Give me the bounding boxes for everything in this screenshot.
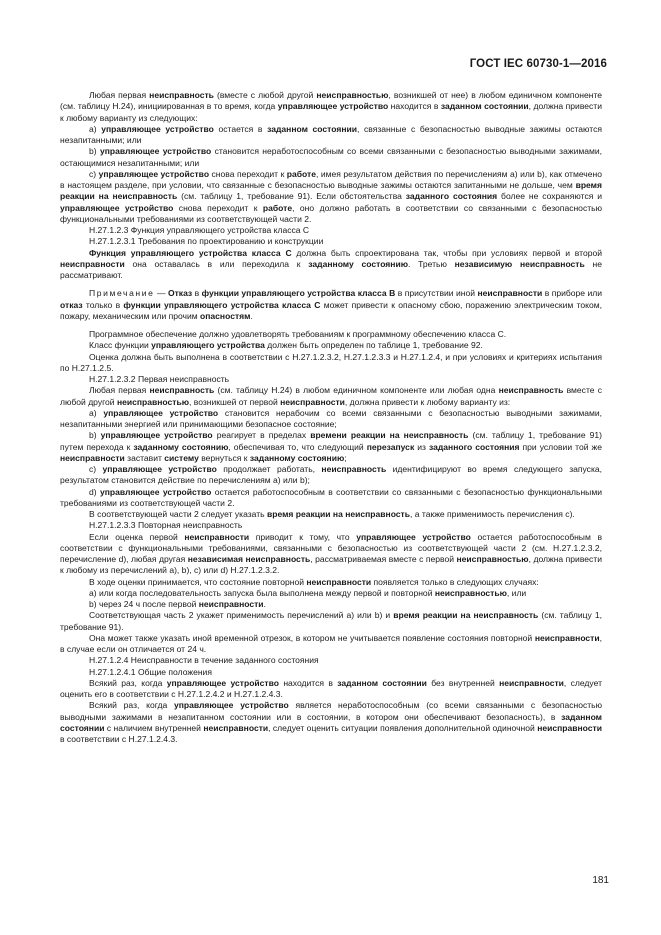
bold-term: отказ <box>60 299 83 310</box>
bold-term: времени реакции на неисправность <box>310 430 469 441</box>
bold-term: неисправность <box>498 385 564 396</box>
text-run: является неработоспособным (со всеми связанными с безопасностью выводными зажимами в незапитанном состоянии или в состоянии, в котором они обеспечивают безопасность), в <box>60 700 603 722</box>
paragraph-p28 <box>60 678 602 701</box>
text-run: в <box>192 288 202 299</box>
text-run: вместе с любой другой <box>60 385 603 407</box>
text-run: при условии той же <box>519 441 602 452</box>
bold-term: систему <box>164 452 199 463</box>
bold-term: заданному состоянию <box>133 441 229 452</box>
text-run: , возникшей от первой <box>189 396 281 407</box>
text-run: снова переходит к <box>209 168 287 179</box>
bold-term: работе <box>286 168 316 179</box>
text-run: b) <box>89 146 100 157</box>
bold-term: управляющего устройства <box>151 340 265 351</box>
bold-term: управляющее устройство <box>100 486 212 497</box>
text-run: в присутствии иной <box>395 288 478 299</box>
paragraph-p13 <box>60 385 602 408</box>
text-run: снова переходит к <box>173 202 263 213</box>
bold-term: функции управляющего устройства класса С <box>123 299 321 310</box>
text-run: Она может также указать иной временной отрезок, в котором не учитывается появление состояния повторной <box>89 632 535 643</box>
paragraph-p29 <box>60 700 602 745</box>
text-run: Примечание <box>89 288 155 299</box>
text-run: В соответствующей части 2 следует указать <box>89 509 267 519</box>
bold-term: Отказ <box>167 288 193 299</box>
text-run: Н.27.1.2.4.1 Общие положения <box>89 666 212 677</box>
text-run: она оставалась в или переходила к <box>124 258 309 269</box>
text-run: , рассматриваемая вместе с первой <box>310 554 457 564</box>
text-run: появляется только в следующих случаях: <box>371 576 539 587</box>
paragraph-p14 <box>60 408 602 431</box>
text-run: Всякий раз, когда <box>89 700 174 711</box>
text-run: Любая первая <box>89 385 150 396</box>
text-run: с наличием внутренней <box>104 722 204 733</box>
bold-term: управляющее устройство <box>103 407 219 418</box>
bold-term: заданного состояния <box>405 191 498 202</box>
text-run: становится неработоспособным со всеми связанными с безопасностью выводными зажимами, остающимися незапитанными; или <box>60 146 602 168</box>
bold-term: заданного состояния <box>428 441 520 452</box>
bold-term: управляющее устройство <box>166 677 279 688</box>
bold-term: неисправностью <box>456 554 529 564</box>
text-run: Соответствующая часть 2 укажет применимость перечислений a) или b) и <box>89 610 394 621</box>
paragraph-p16 <box>60 464 602 487</box>
paragraph-p15 <box>60 430 602 464</box>
paragraph-p19 <box>60 520 602 531</box>
text-run: Программное обеспечение должно удовлетворять требованиям к программному обеспечению класса С. <box>89 329 507 339</box>
text-run: заставит <box>124 452 165 463</box>
paragraph-p5 <box>60 225 602 236</box>
text-run: Н.27.1.2.3.3 Повторная неисправность <box>89 520 243 531</box>
bold-term: неисправность <box>321 464 387 474</box>
text-run: , оно должно работать в соответствии со связанными с безопасностью функциональными требованиями из соответствующей части 2. <box>60 202 602 224</box>
paragraph-p27 <box>60 667 602 678</box>
text-run: находится в <box>388 101 441 112</box>
bold-term: заданном состоянии <box>440 101 529 112</box>
text-run: Н.27.1.2.4 Неисправности в течение заданного состояния <box>89 655 319 666</box>
bold-term: неисправности <box>499 677 564 688</box>
text-run: продолжает работать, <box>216 464 322 474</box>
text-run: . <box>263 599 266 609</box>
text-run: , или <box>506 587 527 598</box>
text-run: Любая первая <box>89 90 150 100</box>
bold-term: управляющее устройство <box>356 531 471 542</box>
document-body <box>60 90 602 745</box>
bold-term: время реакции на неисправность <box>60 180 602 202</box>
text-run: a) <box>89 407 104 418</box>
paragraph-p7 <box>60 248 602 282</box>
bold-term: заданном состоянии <box>60 711 602 733</box>
bold-term: неисправности <box>537 722 602 733</box>
text-run: из <box>414 441 429 452</box>
text-run: идентифицируют во время следующего запуска, результатом становится действие по перечислениям a) или b); <box>60 464 602 486</box>
text-run: (вместе с любой другой <box>213 90 317 100</box>
bold-term: неисправность <box>149 90 214 100</box>
bold-term: неисправности <box>534 632 600 643</box>
paragraph-p25 <box>60 633 602 656</box>
text-run: , должна привести к любому из перечислений a), b), c) или d) Н.27.1.2.3.2. <box>60 554 602 576</box>
text-run: Оценка должна быть выполнена в соответствии с Н.27.1.2.3.2, Н.27.1.2.3.3 и Н.27.1.2.4, и при условиях и критериях испытания по Н.27.1.2.5. <box>60 351 602 373</box>
text-run: Класс функции <box>89 340 152 351</box>
paragraph-p11 <box>60 352 602 375</box>
bold-term: управляющее устройство <box>99 146 212 157</box>
page-number: 181 <box>592 875 609 886</box>
text-run: d) <box>89 486 100 497</box>
bold-term: время реакции на неисправность <box>266 509 410 519</box>
text-run: может привести к опасному сбою, поражению электрическим током, пожару, механическим или прочим <box>60 299 603 321</box>
bold-term: управляющее устройство <box>277 101 389 112</box>
text-run: приводит к тому, что <box>249 531 357 542</box>
bold-term: опасностям <box>200 310 251 321</box>
paragraph-p21 <box>60 577 602 588</box>
text-run: , должна привести к любому варианту из следующих: <box>60 101 602 123</box>
text-run: b) через 24 ч после первой <box>89 599 199 609</box>
text-run: Н.27.1.2.3 Функция управляющего устройства класса С <box>89 225 310 235</box>
text-run: без внутренней <box>426 677 500 688</box>
text-run: Если оценка первой <box>89 531 185 542</box>
bold-term: независимая неисправность <box>187 554 311 564</box>
text-run: В ходе оценки принимается, что состояние повторной <box>89 576 307 587</box>
text-run: остается в <box>213 123 268 134</box>
text-run: (см. таблицу 1, требование 91) путем перехода к <box>60 430 602 452</box>
paragraph-p26 <box>60 655 602 666</box>
bold-term: заданному состоянию <box>249 452 345 463</box>
paragraph-p4 <box>60 169 602 225</box>
bold-term: неисправности <box>477 288 543 299</box>
text-run: c) <box>89 168 99 179</box>
text-run: в приборе или <box>542 288 603 299</box>
bold-term: управляющее устройство <box>60 202 174 213</box>
bold-term: заданном состоянии <box>337 677 427 688</box>
text-run: ; <box>344 452 347 463</box>
text-run: должна быть спроектирована так, чтобы при условиях первой и второй <box>291 247 602 258</box>
paragraph-p1 <box>60 90 602 124</box>
paragraph-p20 <box>60 532 602 577</box>
bold-term: Функция управляющего устройства класса С <box>89 247 292 258</box>
text-run: в соответствии с Н.27.1.2.4.3. <box>60 734 178 744</box>
bold-term: время реакции на неисправность <box>393 610 539 621</box>
paragraph-p18 <box>60 509 602 520</box>
text-run: . Третью <box>408 258 455 269</box>
bold-term: перезапуск <box>366 441 415 452</box>
bold-term: работе <box>262 202 293 213</box>
text-run: остается работоспособным в соответствии со связанными с безопасностью функциональными требованиями из соответствующей части 2. <box>60 486 602 508</box>
text-run: реагирует в пределах <box>212 430 311 441</box>
bold-term: неисправность <box>149 385 215 396</box>
bold-term: неисправности <box>280 396 345 407</box>
bold-term: функции управляющего устройства класса В <box>201 288 396 299</box>
text-run: , а также применимость перечисления c). <box>410 509 575 519</box>
text-run: . <box>250 310 253 321</box>
text-run: b) <box>89 430 101 441</box>
text-run: , возникшей от нее) в любом единичном компоненте (см. таблицу Н.24), инициированная в то время, когда <box>60 90 603 112</box>
text-run: a) <box>89 123 102 134</box>
text-run: (см. таблицу Н.24) в любом единичном компоненте или любая одна <box>214 385 499 396</box>
text-run: , обеспечивая то, что следующий <box>228 441 367 452</box>
bold-term: неисправности <box>60 258 125 269</box>
bold-term: заданном состоянии <box>267 123 358 134</box>
bold-term: неисправности <box>198 599 264 609</box>
bold-term: неисправностью <box>316 90 389 100</box>
text-run: (см. таблицу 1, требование 91). <box>60 610 602 632</box>
standard-header: ГОСТ IEC 60730-1—2016 <box>469 58 607 70</box>
text-run: — <box>154 288 168 299</box>
bold-term: управляющее устройство <box>102 464 217 474</box>
bold-term: неисправности <box>184 531 250 542</box>
paragraph-p23 <box>60 599 602 610</box>
paragraph-p10 <box>60 340 602 351</box>
paragraph-p24 <box>60 610 602 633</box>
paragraph-p2 <box>60 124 602 147</box>
bold-term: неисправностью <box>434 587 507 598</box>
text-run: вернуться к <box>198 452 250 463</box>
text-run: , связанные с безопасностью выводные зажимы остаются незапитанными; или <box>60 123 602 145</box>
text-run: , следует оценить его в соответствии с Н.27.1.2.4.2 и Н.27.1.2.4.3. <box>60 677 602 699</box>
text-run: только в <box>82 299 124 310</box>
bold-term: неисправности <box>203 722 269 733</box>
text-run: a) или когда последовательность запуска была выполнена между первой и повторной <box>89 587 435 598</box>
text-run: Н.27.1.2.3.2 Первая неисправность <box>89 374 230 384</box>
paragraph-p9 <box>60 329 602 340</box>
bold-term: управляющее устройство <box>98 168 210 179</box>
text-run: (см. таблицу 1, требование 91). Если обстоятельства <box>177 191 406 202</box>
text-run: c) <box>89 464 103 474</box>
paragraph-p22 <box>60 588 602 599</box>
text-run: становится нерабочим со всеми связанными с безопасностью выводными зажимами, незапитанными энергией или принимающими безопасное состояние; <box>60 407 602 429</box>
paragraph-p8 <box>60 288 602 322</box>
text-run: не рассматривают. <box>60 258 602 280</box>
bold-term: неисправностью <box>116 396 190 407</box>
bold-term: управляющее устройство <box>173 700 289 711</box>
text-run: находится в <box>278 677 338 688</box>
paragraph-p6 <box>60 236 602 247</box>
text-run: Всякий раз, когда <box>89 677 167 688</box>
bold-term: неисправности <box>306 576 372 587</box>
paragraph-p12 <box>60 374 602 385</box>
paragraph-p3 <box>60 146 602 169</box>
text-run: , в случае если он отличается от 24 ч. <box>60 632 602 654</box>
text-run: должен быть определен по таблице 1, требование 92. <box>264 340 483 351</box>
bold-term: неисправности <box>60 452 125 463</box>
text-run: , имея результатом действия по перечислениям a) или b), как отмечено в настоящем разделе, при условии, что связанные с безопасностью выводные зажимы остаются запитанными не дольше, чем <box>60 168 602 190</box>
text-run: Н.27.1.2.3.1 Требования по проектированию и конструкции <box>89 236 324 247</box>
text-run: , должна привести к любому варианту из: <box>344 396 511 407</box>
text-run: остается работоспособным в соответствии с функциональными требованиями, связанными с безопасностью из соответствующей части 2 (см. Н.27.1.2.3.2, перечисление d), любая другая <box>60 531 603 564</box>
text-run: , следует оценить ситуации появления дополнительной одиночной <box>268 722 538 733</box>
bold-term: заданному состоянию <box>308 258 409 269</box>
bold-term: управляющее устройство <box>101 123 214 134</box>
bold-term: управляющее устройство <box>100 430 213 441</box>
bold-term: независимую неисправность <box>454 258 585 269</box>
text-run: более не сохраняются и <box>497 191 603 202</box>
paragraph-p17 <box>60 487 602 510</box>
